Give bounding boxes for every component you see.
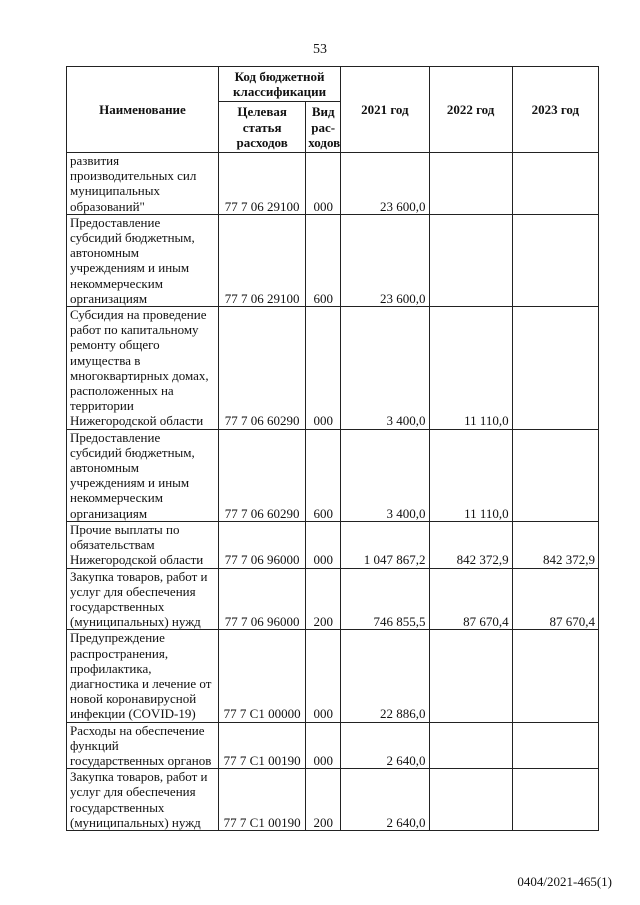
table-header [67, 67, 599, 153]
header-year-2023: 2023 год [512, 67, 598, 153]
row-name: Предоставление субсидий бюджетным, автономным учреждениям и иным некоммерческим организациям [67, 429, 219, 521]
row-name: Прочие выплаты по обязательствам Нижегородской области [67, 521, 219, 568]
row-value-2021: 22 886,0 [341, 630, 429, 722]
row-expense-type: 000 [306, 722, 341, 769]
row-target-article: 77 7 06 60290 [218, 429, 305, 521]
row-value-2021: 3 400,0 [341, 307, 429, 430]
row-value-2023: 842 372,9 [512, 521, 598, 568]
table-row [67, 722, 599, 769]
row-value-2022: 87 670,4 [429, 568, 512, 630]
row-value-2022: 11 110,0 [429, 429, 512, 521]
row-value-2023 [512, 214, 598, 306]
header-expense-type: Вид рас-ходов [306, 102, 341, 153]
row-target-article: 77 7 06 29100 [218, 214, 305, 306]
table-row [67, 429, 599, 521]
row-expense-type: 600 [306, 429, 341, 521]
row-target-article: 77 7 06 96000 [218, 521, 305, 568]
table-row [67, 769, 599, 831]
row-expense-type: 000 [306, 521, 341, 568]
row-expense-type: 200 [306, 568, 341, 630]
row-value-2022 [429, 769, 512, 831]
row-name: Субсидия на проведение работ по капитальному ремонту общего имущества в многоквартирных домах, расположенных на территории Нижегородской области [67, 307, 219, 430]
row-value-2021: 23 600,0 [341, 153, 429, 215]
document-code: 0404/2021-465(1) [517, 874, 612, 889]
header-code-group: Код бюджетной классификации [218, 67, 340, 102]
row-target-article: 77 7 C1 00190 [218, 769, 305, 831]
row-target-article: 77 7 C1 00190 [218, 722, 305, 769]
row-value-2022 [429, 630, 512, 722]
row-value-2023 [512, 429, 598, 521]
table-row [67, 521, 599, 568]
row-value-2023: 87 670,4 [512, 568, 598, 630]
row-target-article: 77 7 06 60290 [218, 307, 305, 430]
row-expense-type: 200 [306, 769, 341, 831]
row-value-2022 [429, 153, 512, 215]
table-body [67, 153, 599, 831]
row-target-article: 77 7 06 29100 [218, 153, 305, 215]
table-row [67, 153, 599, 215]
row-value-2023 [512, 722, 598, 769]
row-value-2021: 2 640,0 [341, 769, 429, 831]
page-number: 53 [313, 42, 327, 57]
row-value-2021: 3 400,0 [341, 429, 429, 521]
header-year-2021: 2021 год [341, 67, 429, 153]
header-name: Наименование [67, 67, 219, 153]
table-row [67, 568, 599, 630]
row-value-2022: 842 372,9 [429, 521, 512, 568]
budget-table [66, 66, 599, 831]
row-target-article: 77 7 06 96000 [218, 568, 305, 630]
row-name: Предоставление субсидий бюджетным, автономным учреждениям и иным некоммерческим организациям [67, 214, 219, 306]
row-target-article: 77 7 C1 00000 [218, 630, 305, 722]
row-value-2023 [512, 769, 598, 831]
row-name: Предупреждение распространения, профилактика, диагностика и лечение от новой коронавирусной инфекции (COVID-19) [67, 630, 219, 722]
row-value-2022 [429, 722, 512, 769]
row-expense-type: 600 [306, 214, 341, 306]
row-expense-type: 000 [306, 153, 341, 215]
row-value-2021: 2 640,0 [341, 722, 429, 769]
row-value-2023 [512, 153, 598, 215]
table-row [67, 307, 599, 430]
row-value-2022: 11 110,0 [429, 307, 512, 430]
row-value-2022 [429, 214, 512, 306]
row-expense-type: 000 [306, 307, 341, 430]
table-row [67, 630, 599, 722]
header-target-article: Целевая статья расходов [218, 102, 305, 153]
row-name: Расходы на обеспечение функций государственных органов [67, 722, 219, 769]
row-name: Закупка товаров, работ и услуг для обеспечения государственных (муниципальных) нужд [67, 769, 219, 831]
row-expense-type: 000 [306, 630, 341, 722]
table-row [67, 214, 599, 306]
row-value-2023 [512, 630, 598, 722]
row-name: Закупка товаров, работ и услуг для обеспечения государственных (муниципальных) нужд [67, 568, 219, 630]
header-year-2022: 2022 год [429, 67, 512, 153]
row-value-2023 [512, 307, 598, 430]
row-value-2021: 23 600,0 [341, 214, 429, 306]
row-value-2021: 1 047 867,2 [341, 521, 429, 568]
row-name: развития производительных сил муниципальных образований" [67, 153, 219, 215]
row-value-2021: 746 855,5 [341, 568, 429, 630]
